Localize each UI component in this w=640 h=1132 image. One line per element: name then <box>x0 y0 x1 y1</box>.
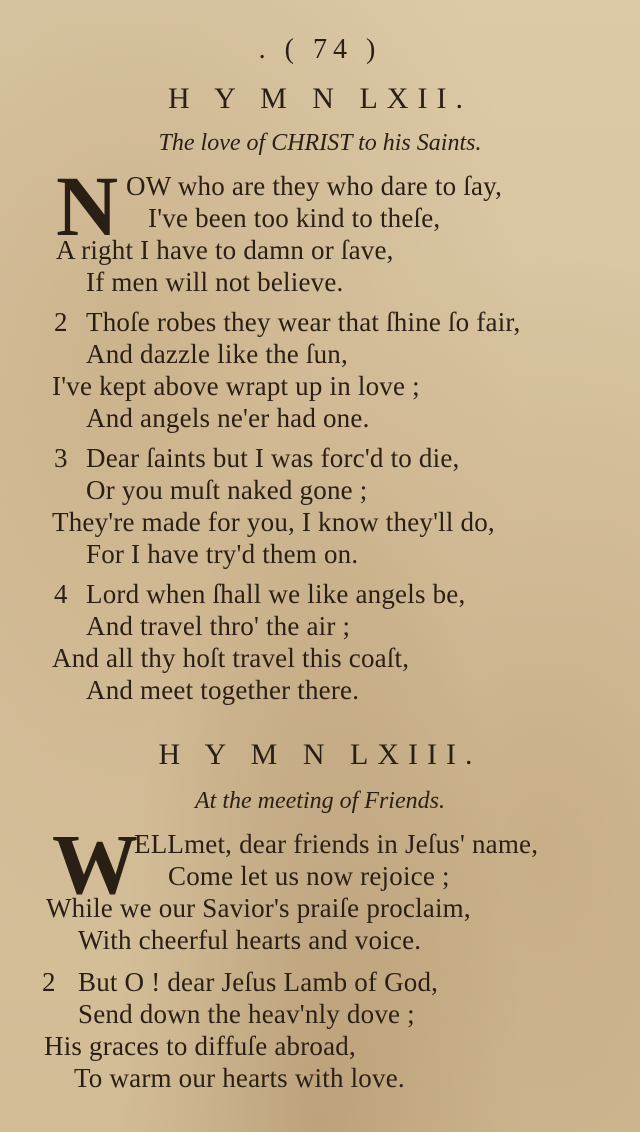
verse-line: I've been too kind to theſe, <box>148 203 441 233</box>
verse-line: Send down the heav'nly dove ; <box>78 999 415 1029</box>
verse-line: And dazzle like the ſun, <box>86 339 348 369</box>
verse-line: If men will not believe. <box>86 267 344 297</box>
verse-line: Dear ſaints but I was forc'd to die, <box>86 443 460 473</box>
drop-cap: W <box>52 816 138 912</box>
verse-line: Lord when ſhall we like angels be, <box>86 579 466 609</box>
verse-line: And all thy hoſt travel this coaſt, <box>52 643 410 673</box>
verse-number: 4 <box>54 579 68 609</box>
verse-number: 3 <box>54 443 68 473</box>
verse-line: I've kept above wrapt up in love ; <box>52 371 420 401</box>
drop-cap: N <box>56 158 119 254</box>
hymn-subtitle: The love of CHRIST to his Saints. <box>158 130 482 156</box>
verse-line: With cheerful hearts and voice. <box>78 925 422 955</box>
verse-line: A right I have to damn or ſave, <box>56 235 394 265</box>
verse-line: To warm our hearts with love. <box>74 1063 405 1093</box>
verse-line: Come let us now rejoice ; <box>168 861 450 891</box>
verse-line: OW who are they who dare to ſay, <box>126 171 503 201</box>
verse-line: And angels ne'er had one. <box>86 403 370 433</box>
verse-line: ELLmet, dear friends in Jeſus' name, <box>134 829 539 859</box>
page-number: . ( 74 ) <box>258 34 382 65</box>
verse-line: For I have try'd them on. <box>86 539 359 569</box>
verse-line: His graces to diffuſe abroad, <box>44 1031 356 1061</box>
hymn-subtitle: At the meeting of Friends. <box>195 788 445 814</box>
verse-line: And meet together there. <box>86 675 360 705</box>
verse-line: Thoſe robes they wear that ſhine ſo fair, <box>86 307 521 337</box>
verse-number: 2 <box>42 967 56 997</box>
hymn-title: H Y M N LXIII. <box>158 738 482 771</box>
verse-line: And travel thro' the air ; <box>86 611 351 641</box>
verse-line: Or you muſt naked gone ; <box>86 475 368 505</box>
hymn-title: H Y M N LXII. <box>168 82 472 115</box>
verse-number: 2 <box>54 307 68 337</box>
verse-line: They're made for you, I know they'll do, <box>52 507 495 537</box>
verse-line: While we our Savior's praiſe proclaim, <box>46 893 471 923</box>
verse-line: But O ! dear Jeſus Lamb of God, <box>78 967 439 997</box>
